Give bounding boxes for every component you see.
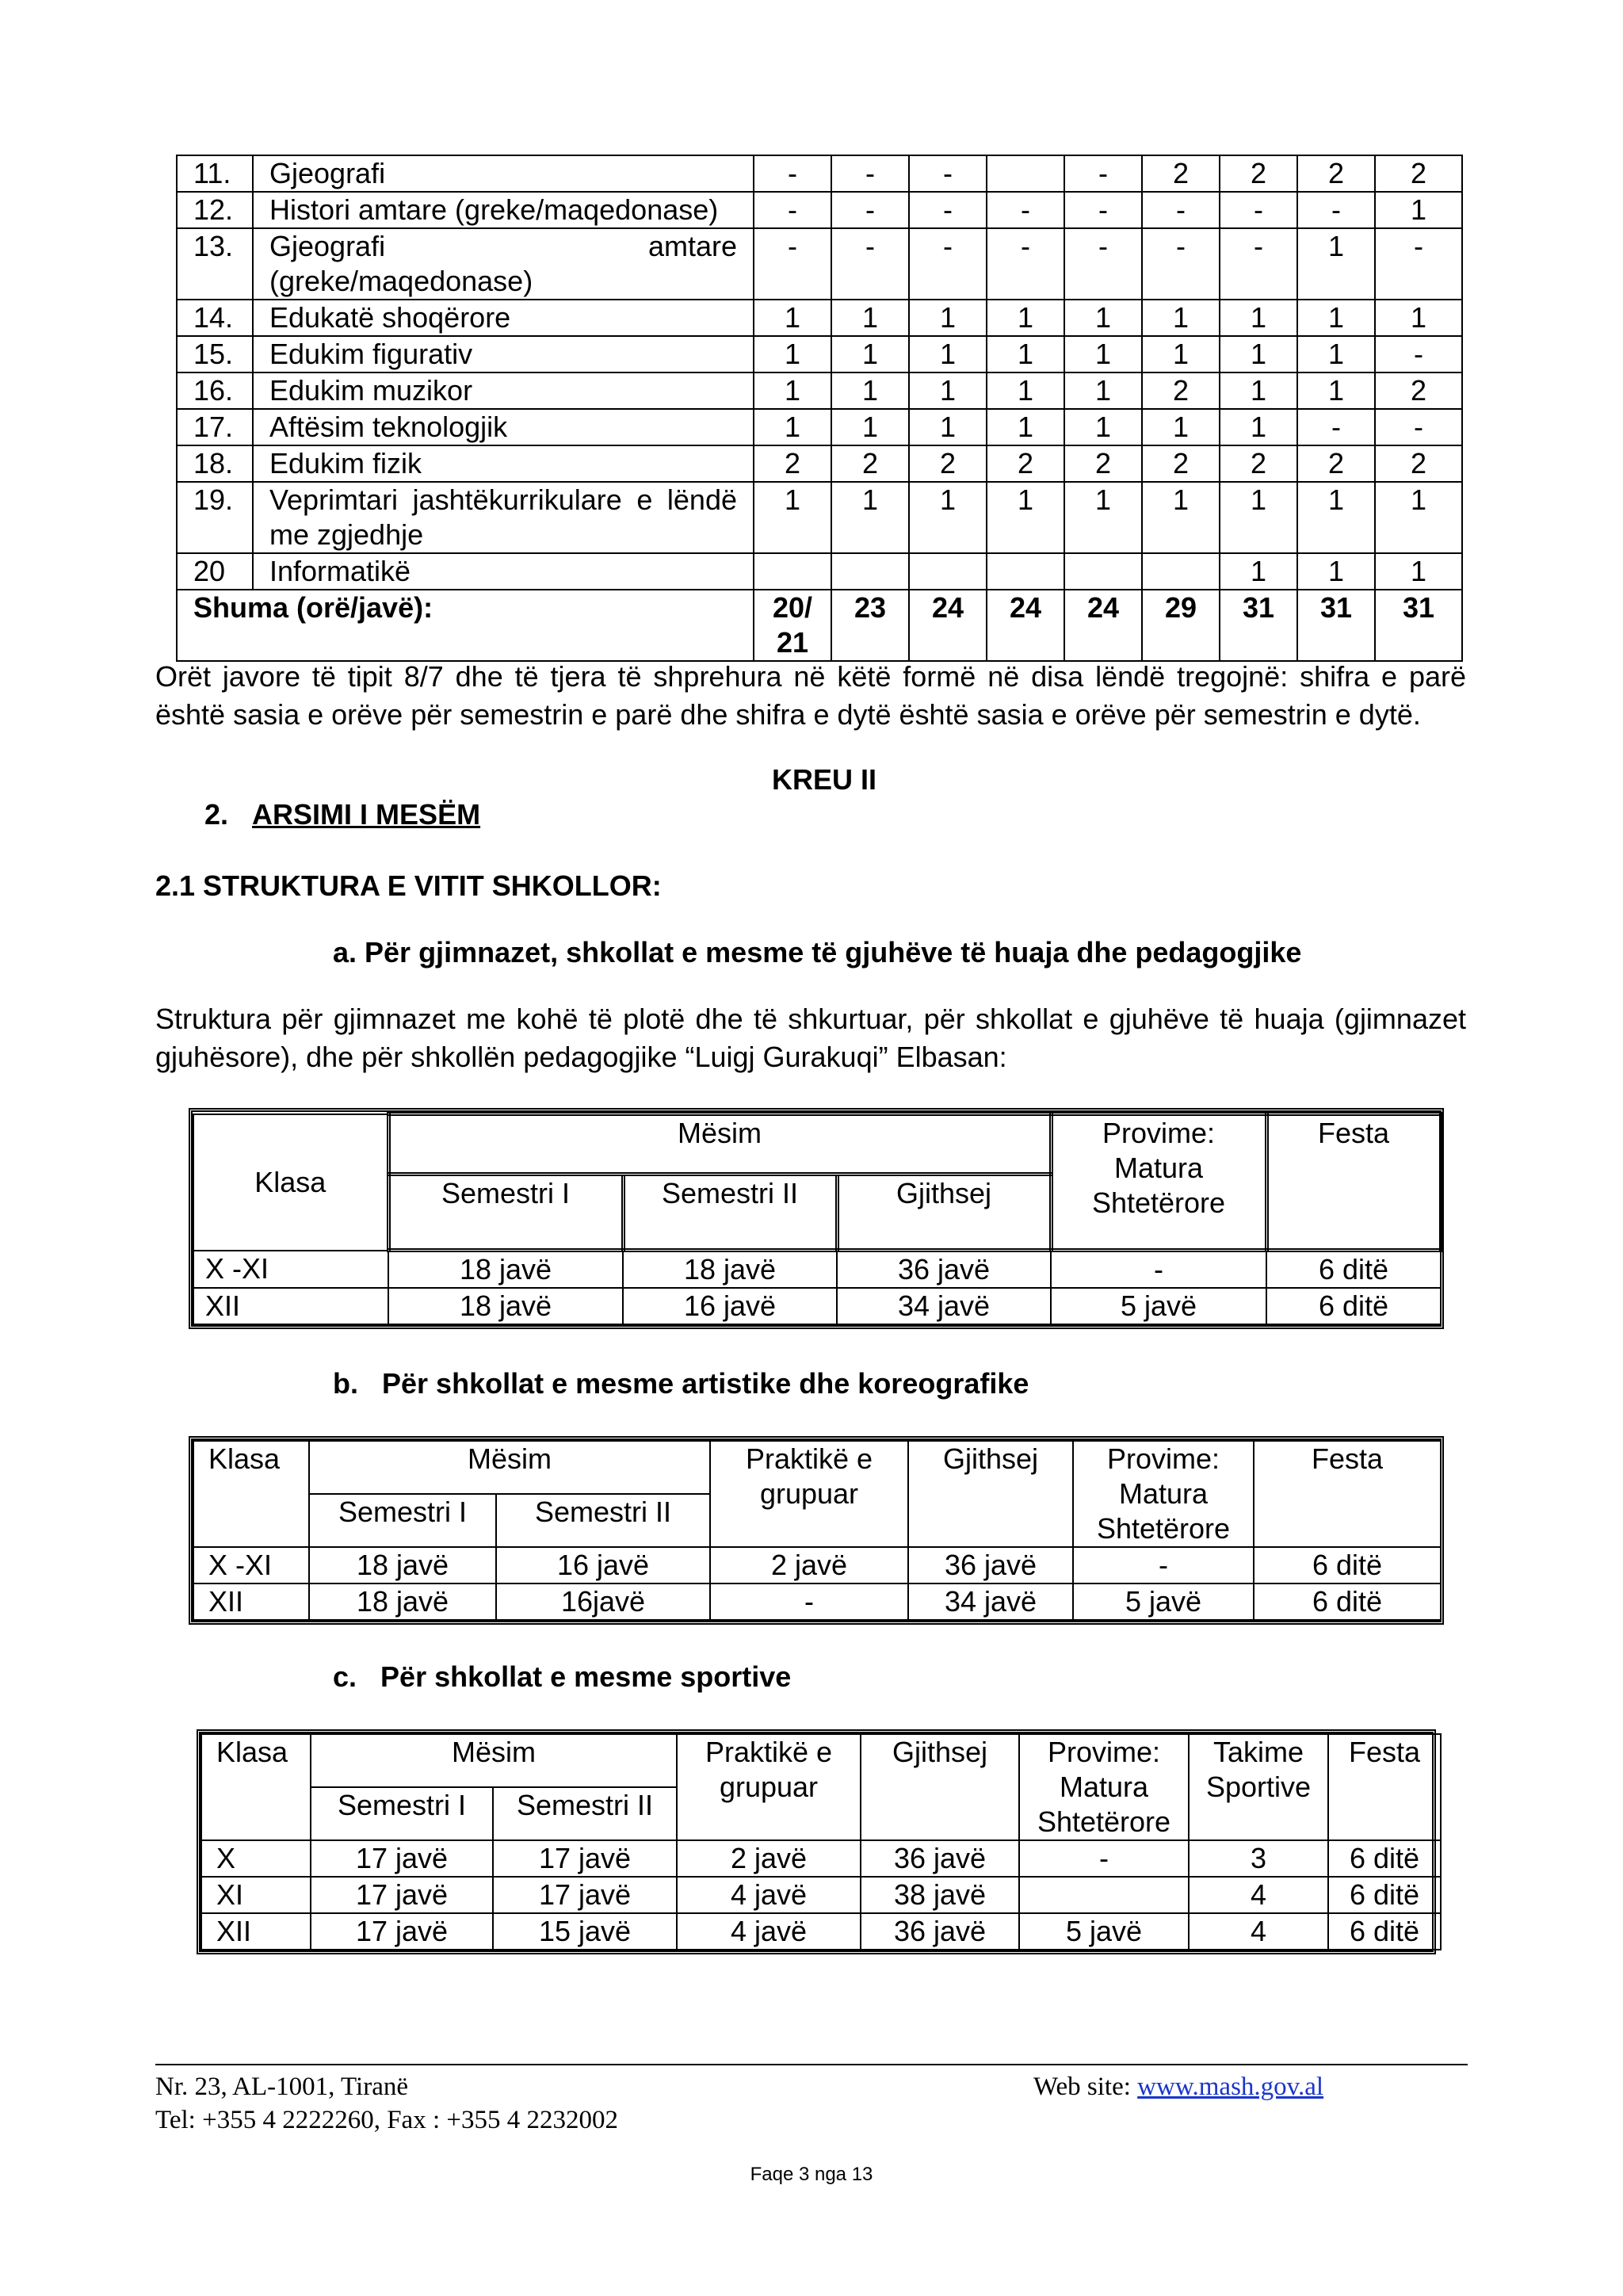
hours-cell: 1: [909, 300, 987, 336]
hours-cell: 1: [1142, 409, 1220, 445]
subject-hours-table: [176, 155, 1463, 662]
subject-row: [177, 155, 1462, 192]
hours-cell: -: [1375, 228, 1462, 300]
subject-row: [177, 553, 1462, 590]
structure-cell: 36 javë: [861, 1913, 1019, 1950]
structure-table-gymnasium: [189, 1108, 1444, 1329]
hours-cell: 1: [1375, 300, 1462, 336]
header-semestri-1: Semestri I: [309, 1494, 496, 1547]
structure-table-sport: [197, 1729, 1436, 1954]
hours-cell: 1: [754, 409, 831, 445]
header-festa: Festa: [1254, 1441, 1441, 1547]
hours-cell: 1: [1297, 300, 1375, 336]
footer-web-link[interactable]: www.mash.gov.al: [1137, 2073, 1324, 2101]
structure-row: [201, 1877, 1441, 1913]
hours-note: Orët javore të tipit 8/7 dhe të tjera të shprehura në këtë formë në disa lëndë tregojnë: shifra e parë është sasia e orëve për semestrin e parë dhe shifra e dytë është sasia e orëve për semestrin e dytë.: [155, 660, 1466, 731]
subject-name: Histori amtare (greke/maqedonase): [253, 192, 754, 228]
hours-cell: 1: [831, 482, 909, 553]
hours-cell: 1: [1297, 228, 1375, 300]
chapter-title: KREU II: [772, 763, 877, 796]
subject-number: 19.: [177, 482, 253, 553]
section-number: 2.: [204, 798, 229, 831]
subsection-heading: 2.1 STRUKTURA E VITIT SHKOLLOR:: [155, 869, 662, 902]
hours-cell: -: [1142, 192, 1220, 228]
sum-cell: 24: [1064, 590, 1142, 661]
header-semestri-1: Semestri I: [388, 1175, 623, 1251]
hours-cell: 2: [1220, 155, 1297, 192]
structure-cell: 36 javë: [861, 1840, 1019, 1877]
hours-cell: 1: [831, 372, 909, 409]
hours-cell: 1: [987, 372, 1064, 409]
structure-cell: -: [1073, 1547, 1254, 1584]
hours-cell: 1: [1142, 336, 1220, 372]
hours-cell: [987, 155, 1064, 192]
hours-cell: 1: [1375, 482, 1462, 553]
header-semestri-2: Semestri II: [493, 1787, 677, 1840]
header-gjithsej: Gjithsej: [861, 1734, 1019, 1840]
hours-cell: 2: [1297, 445, 1375, 482]
footer-phone: Tel: +355 4 2222260, Fax : +355 4 2232002: [155, 2106, 618, 2134]
structure-cell: 17 javë: [311, 1913, 493, 1950]
structure-cell: 5 javë: [1019, 1913, 1189, 1950]
hours-cell: -: [1064, 192, 1142, 228]
hours-cell: 2: [1142, 445, 1220, 482]
hours-cell: 1: [909, 409, 987, 445]
hours-cell: 1: [831, 336, 909, 372]
section-heading: [204, 797, 480, 832]
hours-cell: 1: [1375, 192, 1462, 228]
hours-cell: 1: [1220, 336, 1297, 372]
header-gjithsej: Gjithsej: [837, 1175, 1051, 1251]
structure-cell: 5 javë: [1073, 1584, 1254, 1620]
heading-b: [333, 1366, 1029, 1401]
footer-web-label: Web site:: [1033, 2073, 1138, 2101]
subject-number: 16.: [177, 372, 253, 409]
structure-cell: 4: [1189, 1913, 1328, 1950]
structure-cell: [1019, 1877, 1189, 1913]
section-title: ARSIMI I MESËM: [252, 798, 481, 831]
subject-name: Edukim figurativ: [253, 336, 754, 372]
structure-cell: 4 javë: [677, 1913, 861, 1950]
hours-cell: 1: [1297, 372, 1375, 409]
hours-cell: -: [831, 192, 909, 228]
hours-cell: 1: [1220, 553, 1297, 590]
header-takime: Takime Sportive: [1189, 1734, 1328, 1840]
hours-cell: 1: [1142, 482, 1220, 553]
sum-cell: 31: [1375, 590, 1462, 661]
hours-cell: 1: [754, 300, 831, 336]
hours-cell: 2: [831, 445, 909, 482]
structure-cell: 18 javë: [388, 1251, 623, 1289]
structure-cell: XII: [193, 1584, 309, 1620]
heading-b-text: Për shkollat e mesme artistike dhe koreografike: [382, 1367, 1029, 1400]
subject-name: Veprimtari jashtëkurrikulare e lëndë me zgjedhje: [253, 482, 754, 553]
hours-cell: -: [1297, 409, 1375, 445]
subject-name: Informatikë: [253, 553, 754, 590]
hours-cell: 1: [754, 482, 831, 553]
header-provime: Provime: Matura Shtetërore: [1051, 1114, 1266, 1251]
subject-row: [177, 300, 1462, 336]
subject-name: Edukatë shoqërore: [253, 300, 754, 336]
hours-cell: 2: [1297, 155, 1375, 192]
hours-cell: -: [909, 155, 987, 192]
hours-cell: 1: [1297, 482, 1375, 553]
header-praktike: Praktikë e grupuar: [710, 1441, 908, 1547]
heading-a: a. Për gjimnazet, shkollat e mesme të gjuhëve të huaja dhe pedagogjike: [333, 936, 1302, 968]
header-praktike: Praktikë e grupuar: [677, 1734, 861, 1840]
sum-cell: 24: [987, 590, 1064, 661]
subject-name: Edukim muzikor: [253, 372, 754, 409]
structure-cell: X -XI: [193, 1251, 388, 1289]
hours-cell: 1: [1297, 553, 1375, 590]
structure-cell: -: [710, 1584, 908, 1620]
subject-number: 18.: [177, 445, 253, 482]
subject-name: Aftësim teknologjik: [253, 409, 754, 445]
structure-cell: 6 ditë: [1254, 1584, 1441, 1620]
header-festa: Festa: [1328, 1734, 1441, 1840]
hours-cell: -: [909, 228, 987, 300]
structure-cell: 18 javë: [388, 1288, 623, 1324]
structure-cell: 6 ditë: [1266, 1288, 1441, 1324]
sum-cell: 31: [1297, 590, 1375, 661]
hours-cell: 1: [1220, 482, 1297, 553]
hours-cell: 1: [1064, 409, 1142, 445]
hours-cell: -: [909, 192, 987, 228]
hours-cell: -: [1142, 228, 1220, 300]
heading-c-letter: c.: [333, 1660, 357, 1693]
intro-a: Struktura për gjimnazet me kohë të plotë dhe të shkurtuar, për shkollat e gjuhëve të huaja (gjimnazet gjuhësore), dhe për shkollën pedagogjike “Luigj Gurakuqi” Elbasan:: [155, 1003, 1466, 1073]
hours-cell: 2: [1142, 372, 1220, 409]
structure-cell: 15 javë: [493, 1913, 677, 1950]
structure-cell: 6 ditë: [1254, 1547, 1441, 1584]
subject-number: 15.: [177, 336, 253, 372]
hours-cell: 1: [1220, 372, 1297, 409]
structure-cell: 3: [1189, 1840, 1328, 1877]
hours-cell: 1: [1375, 553, 1462, 590]
hours-cell: 2: [1375, 445, 1462, 482]
subject-row: [177, 482, 1462, 553]
structure-cell: 6 ditë: [1328, 1840, 1441, 1877]
sum-cell: 23: [831, 590, 909, 661]
hours-cell: [1064, 553, 1142, 590]
structure-cell: XII: [201, 1913, 311, 1950]
subject-row: [177, 372, 1462, 409]
sum-cell: 31: [1220, 590, 1297, 661]
structure-cell: -: [1051, 1251, 1266, 1289]
hours-cell: 1: [1064, 300, 1142, 336]
subject-row: [177, 409, 1462, 445]
structure-row: [193, 1251, 1441, 1289]
structure-cell: 6 ditë: [1328, 1913, 1441, 1950]
header-klasa: Klasa: [193, 1441, 309, 1547]
header-semestri-2: Semestri II: [623, 1175, 837, 1251]
hours-cell: -: [1375, 409, 1462, 445]
subject-row: [177, 336, 1462, 372]
hours-cell: 2: [987, 445, 1064, 482]
hours-cell: 1: [987, 300, 1064, 336]
hours-cell: -: [1297, 192, 1375, 228]
subject-row: [177, 228, 1462, 300]
hours-cell: -: [1375, 336, 1462, 372]
structure-table-artistic: [189, 1436, 1444, 1625]
structure-cell: 17 javë: [311, 1840, 493, 1877]
hours-cell: 1: [1142, 300, 1220, 336]
hours-cell: 1: [909, 336, 987, 372]
hours-cell: 2: [1142, 155, 1220, 192]
hours-cell: -: [1064, 228, 1142, 300]
sum-cell: 20/ 21: [754, 590, 831, 661]
subject-name: Gjeografi amtare (greke/maqedonase): [253, 228, 754, 300]
hours-cell: 1: [1064, 336, 1142, 372]
structure-cell: 16javë: [496, 1584, 710, 1620]
header-semestri-1: Semestri I: [311, 1787, 493, 1840]
footer-address: Nr. 23, AL-1001, Tiranë: [155, 2073, 409, 2101]
structure-cell: 36 javë: [908, 1547, 1073, 1584]
sum-cell: 24: [909, 590, 987, 661]
header-klasa: Klasa: [201, 1734, 311, 1840]
subject-number: 14.: [177, 300, 253, 336]
heading-b-letter: b.: [333, 1367, 358, 1400]
structure-cell: 17 javë: [311, 1877, 493, 1913]
hours-cell: 1: [987, 482, 1064, 553]
structure-row: [193, 1288, 1441, 1324]
header-semestri-2: Semestri II: [496, 1494, 710, 1547]
structure-cell: XII: [193, 1288, 388, 1324]
page-number: Faqe 3 nga 13: [750, 2164, 873, 2185]
structure-cell: 17 javë: [493, 1840, 677, 1877]
header-provime: Provime: Matura Shtetërore: [1019, 1734, 1189, 1840]
hours-cell: -: [754, 192, 831, 228]
subject-number: 12.: [177, 192, 253, 228]
footer-divider: [155, 2064, 1468, 2065]
structure-row: [201, 1913, 1441, 1950]
structure-cell: 2 javë: [710, 1547, 908, 1584]
footer-website: [1033, 2070, 1323, 2103]
structure-cell: 6 ditë: [1266, 1251, 1441, 1289]
hours-cell: [987, 553, 1064, 590]
structure-cell: 36 javë: [837, 1251, 1051, 1289]
heading-c: [333, 1660, 791, 1694]
hours-cell: 1: [1064, 482, 1142, 553]
hours-cell: [1142, 553, 1220, 590]
hours-cell: -: [831, 155, 909, 192]
hours-cell: -: [1220, 228, 1297, 300]
hours-cell: -: [1220, 192, 1297, 228]
hours-cell: 1: [754, 336, 831, 372]
hours-cell: 1: [831, 409, 909, 445]
sum-label: Shuma (orë/javë):: [177, 590, 754, 661]
structure-cell: 34 javë: [837, 1288, 1051, 1324]
hours-cell: 2: [909, 445, 987, 482]
hours-cell: -: [987, 192, 1064, 228]
header-mesim: Mësim: [311, 1734, 677, 1787]
hours-cell: 1: [1064, 372, 1142, 409]
hours-cell: -: [1064, 155, 1142, 192]
hours-cell: [831, 553, 909, 590]
structure-cell: 18 javë: [309, 1547, 496, 1584]
hours-cell: -: [987, 228, 1064, 300]
structure-cell: -: [1019, 1840, 1189, 1877]
hours-cell: 1: [754, 372, 831, 409]
subject-number: 11.: [177, 155, 253, 192]
sum-row: [177, 590, 1462, 661]
subject-number: 20: [177, 553, 253, 590]
structure-cell: X: [201, 1840, 311, 1877]
structure-cell: XI: [201, 1877, 311, 1913]
structure-cell: 5 javë: [1051, 1288, 1266, 1324]
subject-name: Edukim fizik: [253, 445, 754, 482]
subject-number: 17.: [177, 409, 253, 445]
header-provime: Provime: Matura Shtetërore: [1073, 1441, 1254, 1547]
structure-cell: 17 javë: [493, 1877, 677, 1913]
hours-cell: 1: [987, 409, 1064, 445]
sum-cell: 29: [1142, 590, 1220, 661]
hours-cell: 1: [909, 482, 987, 553]
subject-row: [177, 192, 1462, 228]
header-festa: Festa: [1266, 1114, 1441, 1251]
header-klasa: Klasa: [193, 1114, 388, 1251]
hours-cell: -: [831, 228, 909, 300]
hours-cell: 1: [909, 372, 987, 409]
structure-cell: 18 javë: [309, 1584, 496, 1620]
header-mesim: Mësim: [388, 1114, 1051, 1175]
structure-cell: 4 javë: [677, 1877, 861, 1913]
structure-cell: 6 ditë: [1328, 1877, 1441, 1913]
hours-cell: 1: [1220, 300, 1297, 336]
heading-c-text: Për shkollat e mesme sportive: [380, 1660, 792, 1693]
hours-cell: -: [754, 155, 831, 192]
hours-cell: 1: [1297, 336, 1375, 372]
structure-cell: 4: [1189, 1877, 1328, 1913]
header-mesim: Mësim: [309, 1441, 710, 1494]
structure-row: [193, 1547, 1441, 1584]
hours-cell: 2: [1064, 445, 1142, 482]
structure-cell: 2 javë: [677, 1840, 861, 1877]
structure-row: [201, 1840, 1441, 1877]
structure-cell: 34 javë: [908, 1584, 1073, 1620]
hours-cell: 2: [1220, 445, 1297, 482]
structure-cell: X -XI: [193, 1547, 309, 1584]
hours-cell: -: [754, 228, 831, 300]
structure-row: [193, 1584, 1441, 1620]
hours-cell: 1: [1220, 409, 1297, 445]
hours-cell: 2: [1375, 372, 1462, 409]
subject-number: 13.: [177, 228, 253, 300]
hours-cell: 2: [1375, 155, 1462, 192]
structure-cell: 38 javë: [861, 1877, 1019, 1913]
subject-row: [177, 445, 1462, 482]
hours-cell: [909, 553, 987, 590]
structure-cell: 16 javë: [623, 1288, 837, 1324]
hours-cell: 1: [987, 336, 1064, 372]
subject-name: Gjeografi: [253, 155, 754, 192]
hours-cell: 1: [831, 300, 909, 336]
structure-cell: 16 javë: [496, 1547, 710, 1584]
hours-cell: 2: [754, 445, 831, 482]
header-gjithsej: Gjithsej: [908, 1441, 1073, 1547]
structure-cell: 18 javë: [623, 1251, 837, 1289]
hours-cell: [754, 553, 831, 590]
